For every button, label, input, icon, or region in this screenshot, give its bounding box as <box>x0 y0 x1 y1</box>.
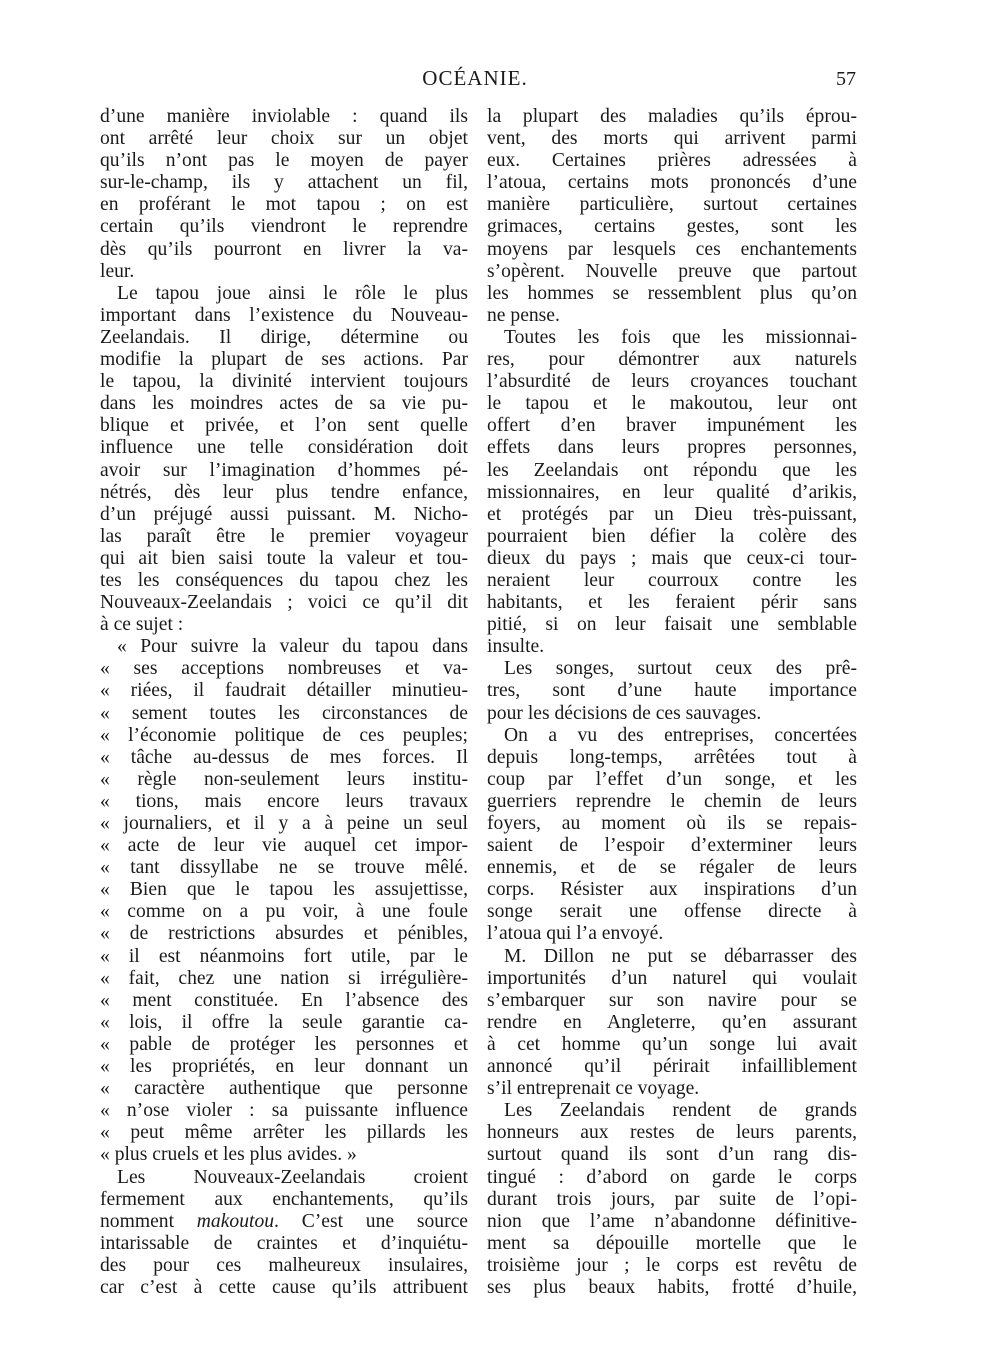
text-line: « tant dissyllabe ne se trouve mêlé. <box>100 857 468 879</box>
text-line: durant trois jours, par suite de l’opi- <box>487 1188 857 1210</box>
text-line: les hommes se ressemblent plus qu’on <box>487 282 857 304</box>
text-line: res, pour démontrer aux naturels <box>487 349 857 371</box>
text-line: pour les décisions de ces sauvages. <box>487 702 762 724</box>
page-number: 57 <box>836 68 856 90</box>
text-line: ment sa dépouille mortelle que le <box>487 1232 857 1254</box>
text-line: avoir sur l’imagination d’hommes pé- <box>100 459 468 481</box>
text-line: vent, des morts qui arrivent parmi <box>487 128 857 150</box>
text-line: moyens par lesquels ces enchantements <box>487 238 857 260</box>
text-line: important dans l’existence du Nouveau- <box>100 304 468 326</box>
text-line: « l’économie politique de ces peuples; <box>100 724 468 746</box>
text-line: grimaces, certains gestes, sont les <box>487 216 857 238</box>
text-line: Les Zeelandais rendent de grands <box>504 1100 857 1122</box>
text-line: influence une telle considération doit <box>100 437 468 459</box>
text-line: nomment makoutou. C’est une source <box>100 1210 468 1232</box>
text-line: saient de l’espoir d’exterminer leurs <box>487 835 857 857</box>
text-line: dès qu’ils pourront en livrer la va- <box>100 238 468 260</box>
running-header-title: OCÉANIE. <box>422 66 528 90</box>
text-line: Zeelandais. Il dirige, détermine ou <box>100 326 468 348</box>
text-line: « riées, il faudrait détailler minutieu- <box>100 680 468 702</box>
text-line: songe serait une offense directe à <box>487 901 857 923</box>
text-line: « peut même arrêter les pillards les <box>100 1122 468 1144</box>
text-line: l’absurdité de leurs croyances touchant <box>487 371 857 393</box>
text-line: blique et privée, et l’on sent quelle <box>100 415 468 437</box>
text-line: l’atoua qui l’a envoyé. <box>487 923 664 945</box>
text-line: leur. <box>100 260 135 282</box>
text-line: ennemis, et de se régaler de leurs <box>487 857 857 879</box>
text-line: qui ait bien saisi toute la valeur et tou- <box>100 547 468 569</box>
text-line: d’une manière inviolable : quand ils <box>100 106 468 127</box>
text-line: en proférant le mot tapou ; on est <box>100 194 468 216</box>
text-line: « sement toutes les circonstances de <box>100 702 468 724</box>
text-line: ont arrêté leur choix sur un objet <box>100 128 468 150</box>
text-line: « caractère authentique que personne <box>100 1078 468 1100</box>
text-line: « Bien que le tapou les assujettisse, <box>100 879 468 901</box>
text-line: habitants, et les feraient périr sans <box>487 592 857 614</box>
text-line: tres, sont d’une haute importance <box>487 680 857 702</box>
text-line: des pour ces malheureux insulaires, <box>100 1254 468 1276</box>
text-line: « il est néanmoins fort utile, par le <box>100 945 468 967</box>
text-line: le tapou et le makoutou, leur ont <box>487 393 857 415</box>
text-line: « plus cruels et les plus avides. » <box>100 1144 357 1166</box>
text-line: Le tapou joue ainsi le rôle le plus <box>117 282 468 304</box>
text-line: offert d’en braver impunément les <box>487 415 857 437</box>
text-line: coup par l’effet d’un songe, et les <box>487 768 857 790</box>
text-line: la plupart des maladies qu’ils éprou- <box>487 106 857 127</box>
text-line: « tâche au-dessus de mes forces. Il <box>100 746 468 768</box>
text-line: insulte. <box>487 636 545 658</box>
text-line: missionnaires, en leur qualité d’arikis, <box>487 481 857 503</box>
text-line: dieux du pays ; mais que ceux-ci tour- <box>487 547 857 569</box>
text-line: Les songes, surtout ceux des prê- <box>504 658 857 680</box>
text-line: l’atoua, certains mots prononcés d’une <box>487 172 857 194</box>
text-line: à ce sujet : <box>100 614 184 636</box>
text-line: ses plus beaux habits, frotté d’huile, <box>487 1276 857 1298</box>
text-line: fermement aux enchantements, qu’ils <box>100 1188 468 1210</box>
text-line: On a vu des entreprises, concertées <box>504 724 857 746</box>
text-line: intarissable de craintes et d’inquiétu- <box>100 1232 468 1254</box>
right-column <box>487 106 857 1299</box>
text-line: annoncé qu’il périrait infailliblement <box>487 1056 857 1078</box>
text-line: « acte de leur vie auquel cet impor- <box>100 835 468 857</box>
text-line: nétrés, dès leur plus tendre enfance, <box>100 481 468 503</box>
text-line: nion que l’ame n’abandonne définitive- <box>487 1210 857 1232</box>
text-line: foyers, au moment où ils se repais- <box>487 813 857 834</box>
text-line: ne pense. <box>487 304 560 326</box>
text-line: tes les conséquences du tapou chez les <box>100 569 468 591</box>
text-line: « ses acceptions nombreuses et va- <box>100 658 468 680</box>
text-line: corps. Résister aux inspirations d’un <box>487 879 857 901</box>
text-line: « fait, chez une nation si irrégulière- <box>100 967 468 989</box>
text-line: Nouveaux-Zeelandais ; voici ce qu’il dit <box>100 592 468 614</box>
text-line: sur-le-champ, ils y attachent un fil, <box>100 172 468 194</box>
text-line: certain qu’ils viendront le reprendre <box>100 216 468 238</box>
text-line: car c’est à cette cause qu’ils attribuent <box>100 1276 468 1298</box>
text-line: modifie la plupart de ses actions. Par <box>100 349 468 371</box>
text-line: importunités d’un naturel qui voulait <box>487 967 857 989</box>
text-line: « n’ose violer : sa puissante influence <box>100 1100 468 1122</box>
text-line: guerriers reprendre le chemin de leurs <box>487 790 857 812</box>
text-line: qu’ils n’ont pas le moyen de payer <box>100 150 468 172</box>
text-line: « de restrictions absurdes et pénibles, <box>100 923 468 945</box>
text-line: s’embarquer sur son navire pour se <box>487 989 857 1011</box>
text-line: honneurs aux restes de leurs parents, <box>487 1122 857 1144</box>
text-line: effets dans leurs propres personnes, <box>487 437 857 459</box>
text-line: Les Nouveaux-Zeelandais croient <box>117 1166 468 1188</box>
text-line: dans les moindres actes de sa vie pu- <box>100 393 468 415</box>
text-line: rendre en Angleterre, qu’en assurant <box>487 1011 857 1033</box>
text-line: « ment constituée. En l’absence des <box>100 989 468 1011</box>
text-line: « lois, il offre la seule garantie ca- <box>100 1011 468 1033</box>
text-line: Toutes les fois que les missionnai- <box>504 326 857 348</box>
text-line: s’il entreprenait ce voyage. <box>487 1078 700 1100</box>
text-line: « règle non-seulement leurs institu- <box>100 768 468 790</box>
text-line: d’un préjugé aussi puissant. M. Nicho- <box>100 503 468 525</box>
text-line: pitié, si on leur faisait une semblable <box>487 614 857 636</box>
text-line: « journaliers, et il y a à peine un seul <box>100 813 468 834</box>
text-line: eux. Certaines prières adressées à <box>487 150 857 172</box>
text-line: surtout quand ils sont d’un rang dis- <box>487 1144 857 1166</box>
text-line: neraient leur courroux contre les <box>487 569 857 591</box>
text-line: et protégés par un Dieu très-puissant, <box>487 503 857 525</box>
text-line: manière particulière, surtout certaines <box>487 194 857 216</box>
text-line: s’opèrent. Nouvelle preuve que partout <box>487 260 857 282</box>
text-line: les Zeelandais ont répondu que les <box>487 459 857 481</box>
text-line: M. Dillon ne put se débarrasser des <box>504 945 857 967</box>
text-line: tingué : d’abord on garde le corps <box>487 1166 857 1188</box>
text-line: depuis long-temps, arrêtées tout à <box>487 746 857 768</box>
text-line: « pable de protéger les personnes et <box>100 1033 468 1055</box>
text-line: à cet homme qu’un songe lui avait <box>487 1033 857 1055</box>
text-line: « comme on a pu voir, à une foule <box>100 901 468 923</box>
text-line: le tapou, la divinité intervient toujours <box>100 371 468 393</box>
text-line: « les propriétés, en leur donnant un <box>100 1056 468 1078</box>
text-line: troisième jour ; le corps est revêtu de <box>487 1254 857 1276</box>
text-line: « Pour suivre la valeur du tapou dans <box>117 636 468 658</box>
text-line: « tions, mais encore leurs travaux <box>100 790 468 812</box>
left-column <box>100 106 468 1299</box>
text-line: las paraît être le premier voyageur <box>100 525 468 547</box>
text-line: pourraient bien défier la colère des <box>487 525 857 547</box>
